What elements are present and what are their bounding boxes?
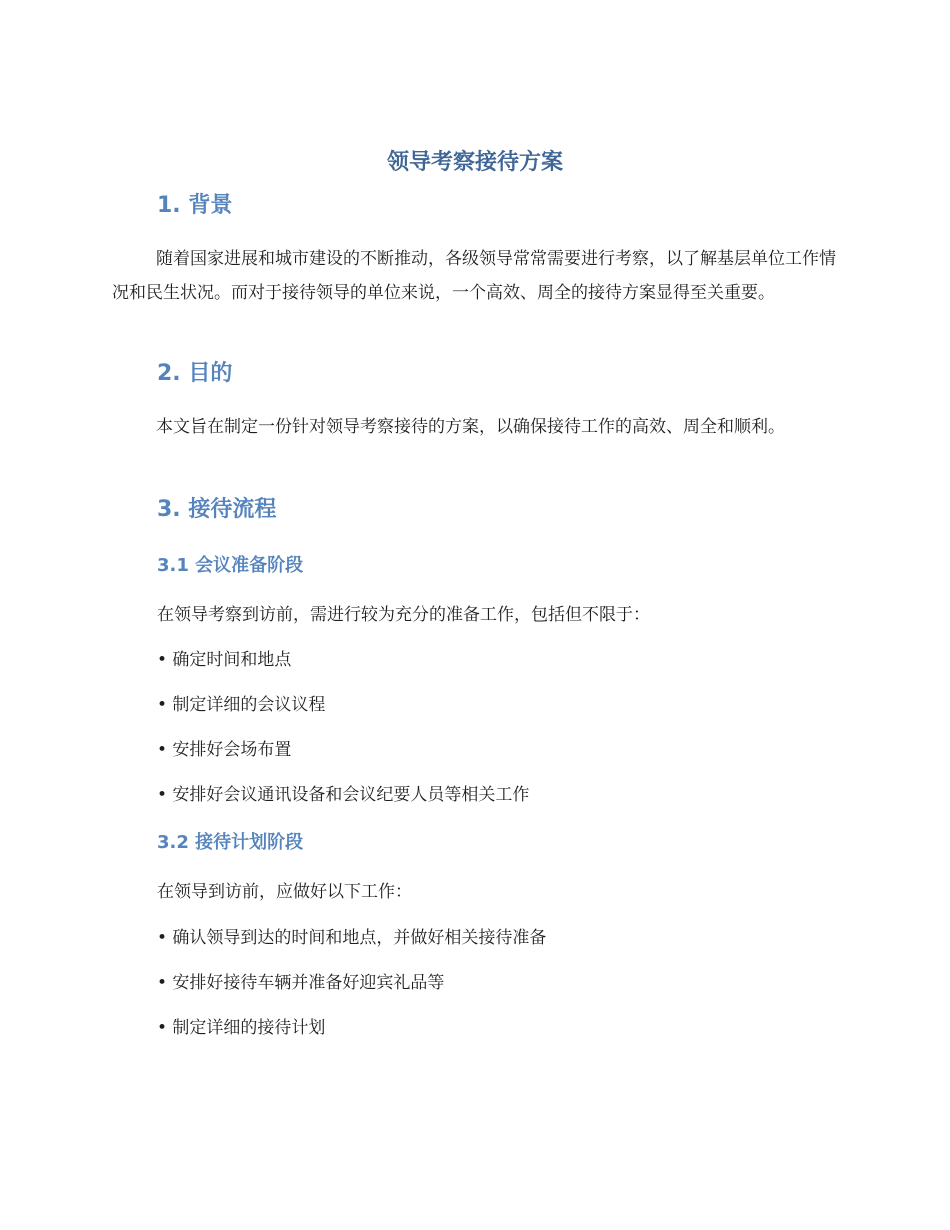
section-heading-process: 3. 接待流程 (157, 497, 277, 522)
subsection-heading-reception-plan: 3.2 接待计划阶段 (157, 832, 304, 853)
list-item: • 制定详细的会议议程 (157, 695, 326, 715)
list-item: • 安排好会场布置 (157, 740, 292, 760)
section-heading-purpose: 2. 目的 (157, 361, 233, 386)
list-item: • 安排好接待车辆并准备好迎宾礼品等 (157, 973, 445, 993)
list-item: • 确定时间和地点 (157, 650, 292, 670)
document-title: 领导考察接待方案 (386, 150, 563, 175)
background-paragraph: 随着国家进展和城市建设的不断推动，各级领导常常需要进行考察，以了解基层单位工作情况和民生状况。而对于接待领导的单位来说，一个高效、周全的接待方案显得至关重要。 (112, 249, 836, 303)
purpose-paragraph: 本文旨在制定一份针对领导考察接待的方案，以确保接待工作的高效、周全和顺利。 (156, 417, 785, 437)
reception-plan-intro: 在领导到访前，应做好以下工作： (157, 882, 412, 902)
list-item: • 确认领导到达的时间和地点，并做好相关接待准备 (157, 928, 547, 948)
list-item: • 制定详细的接待计划 (157, 1018, 326, 1038)
meeting-prep-intro: 在领导考察到访前，需进行较为充分的准备工作，包括但不限于： (157, 605, 650, 625)
section-heading-background: 1. 背景 (157, 193, 233, 218)
list-item: • 安排好会议通讯设备和会议纪要人员等相关工作 (157, 785, 530, 805)
subsection-heading-meeting-prep: 3.1 会议准备阶段 (157, 555, 304, 576)
